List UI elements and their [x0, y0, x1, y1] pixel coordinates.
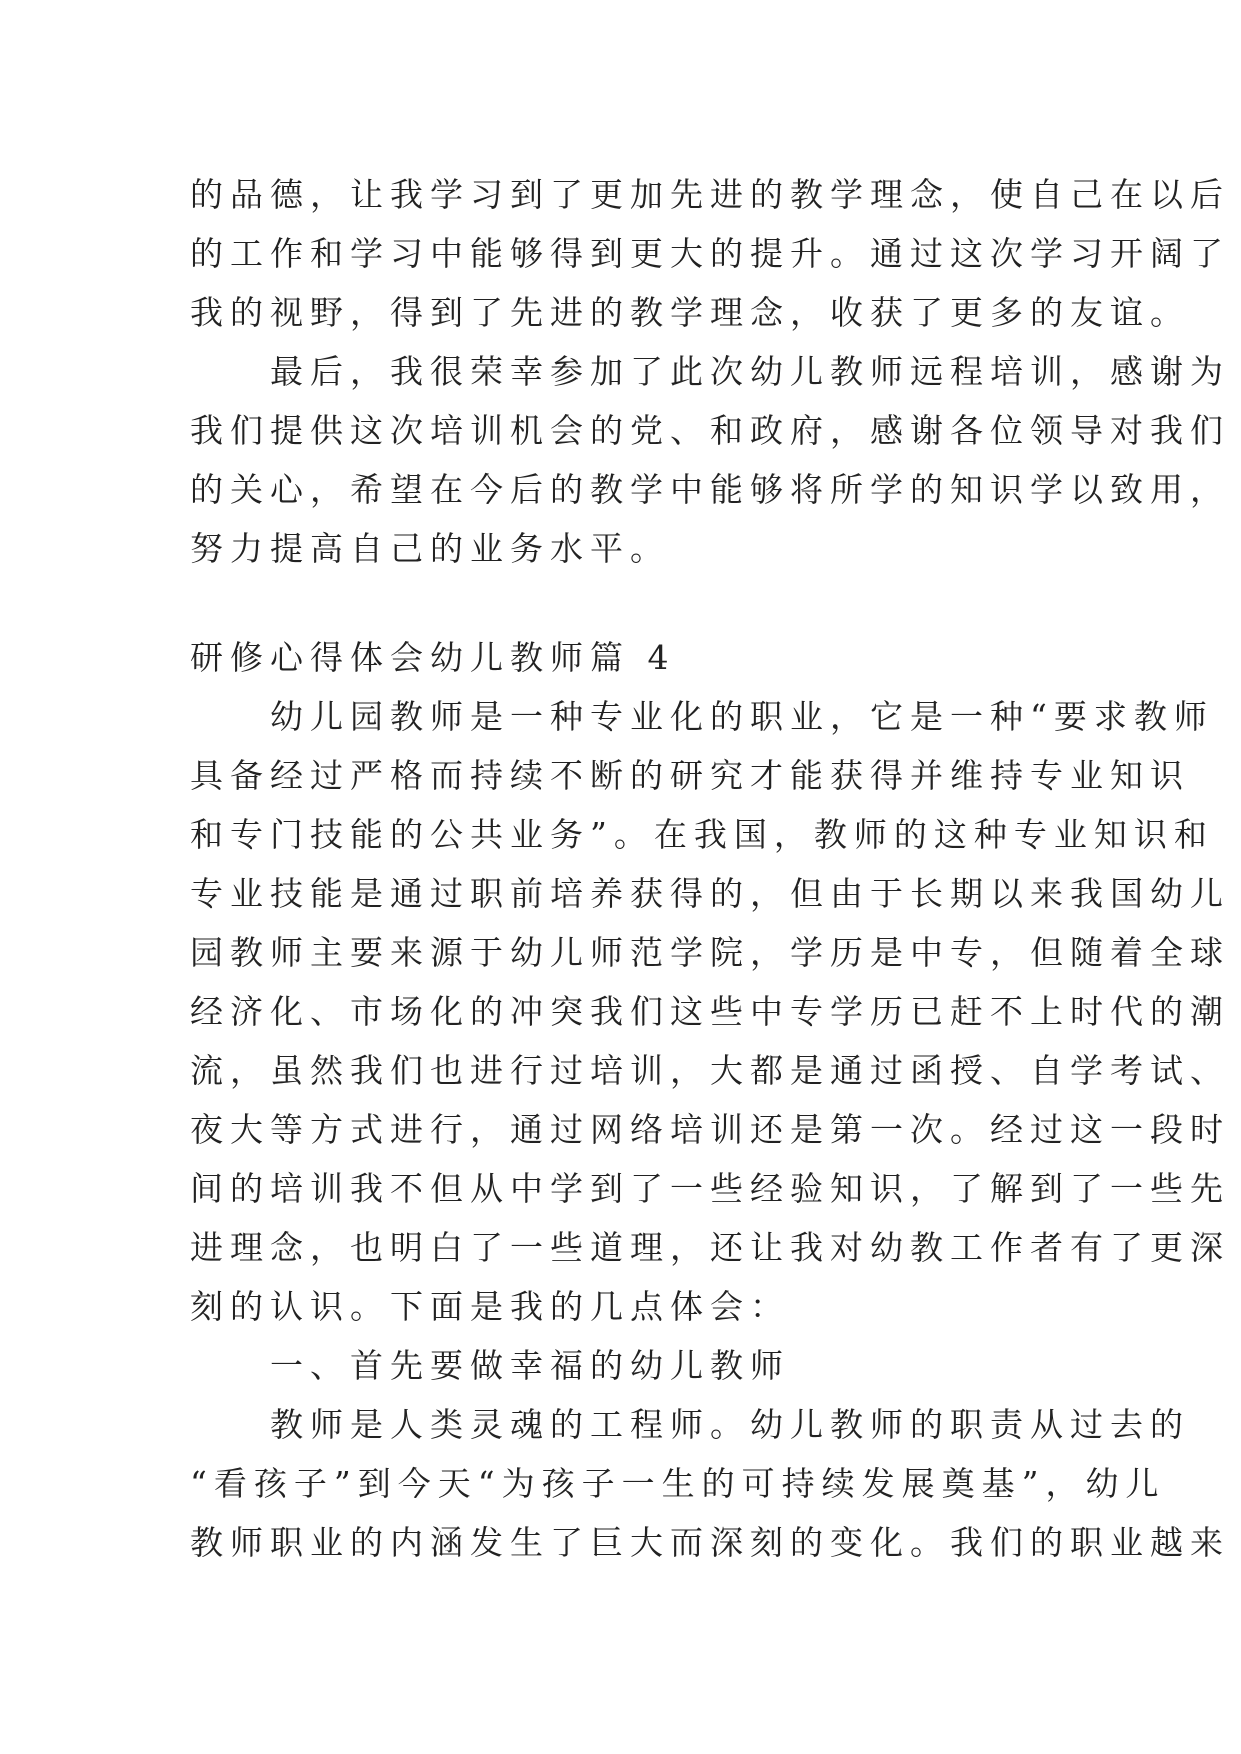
document-body	[190, 165, 1230, 1572]
subheading: 一、首先要做幸福的幼儿教师	[270, 1346, 790, 1385]
paragraph-line: “看孩子”到今天“为孩子一生的可持续发展奠基”，幼儿	[190, 1464, 1166, 1503]
paragraph-line: 幼儿园教师是一种专业化的职业，它是一种“要求教师	[270, 697, 1214, 736]
paragraph-line: 刻的认识。下面是我的几点体会：	[190, 1287, 790, 1326]
paragraph-line: 园教师主要来源于幼儿师范学院，学历是中专，但随着全球	[190, 933, 1230, 972]
paragraph-line: 的品德，让我学习到了更加先进的教学理念，使自己在以后	[190, 175, 1230, 214]
paragraph-line: 进理念，也明白了一些道理，还让我对幼教工作者有了更深	[190, 1228, 1230, 1267]
paragraph-line: 专业技能是通过职前培养获得的，但由于长期以来我国幼儿	[190, 874, 1230, 913]
paragraph-line: 教师是人类灵魂的工程师。幼儿教师的职责从过去的	[270, 1405, 1190, 1444]
paragraph-line: 教师职业的内涵发生了巨大而深刻的变化。我们的职业越来	[190, 1523, 1230, 1562]
paragraph-line: 我们提供这次培训机会的党、和政府，感谢各位领导对我们	[190, 411, 1230, 450]
paragraph-line: 夜大等方式进行，通过网络培训还是第一次。经过这一段时	[190, 1110, 1230, 1149]
paragraph-line: 间的培训我不但从中学到了一些经验知识，了解到了一些先	[190, 1169, 1230, 1208]
paragraph-line: 我的视野，得到了先进的教学理念，收获了更多的友谊。	[190, 293, 1190, 332]
paragraph-line: 努力提高自己的业务水平。	[190, 529, 670, 568]
paragraph-line: 流，虽然我们也进行过培训，大都是通过函授、自学考试、	[190, 1051, 1230, 1090]
section-spacer	[190, 578, 1060, 628]
paragraph-line: 和专门技能的公共业务”。在我国，教师的这种专业知识和	[190, 815, 1214, 854]
section-title: 研修心得体会幼儿教师篇 4	[190, 638, 676, 677]
paragraph-line: 具备经过严格而持续不断的研究才能获得并维持专业知识	[190, 756, 1190, 795]
paragraph-line: 的关心，希望在今后的教学中能够将所学的知识学以致用，	[190, 470, 1230, 509]
paragraph-line: 最后，我很荣幸参加了此次幼儿教师远程培训，感谢为	[270, 352, 1230, 391]
paragraph-line: 的工作和学习中能够得到更大的提升。通过这次学习开阔了	[190, 234, 1230, 273]
paragraph-line: 经济化、市场化的冲突我们这些中专学历已赶不上时代的潮	[190, 992, 1230, 1031]
